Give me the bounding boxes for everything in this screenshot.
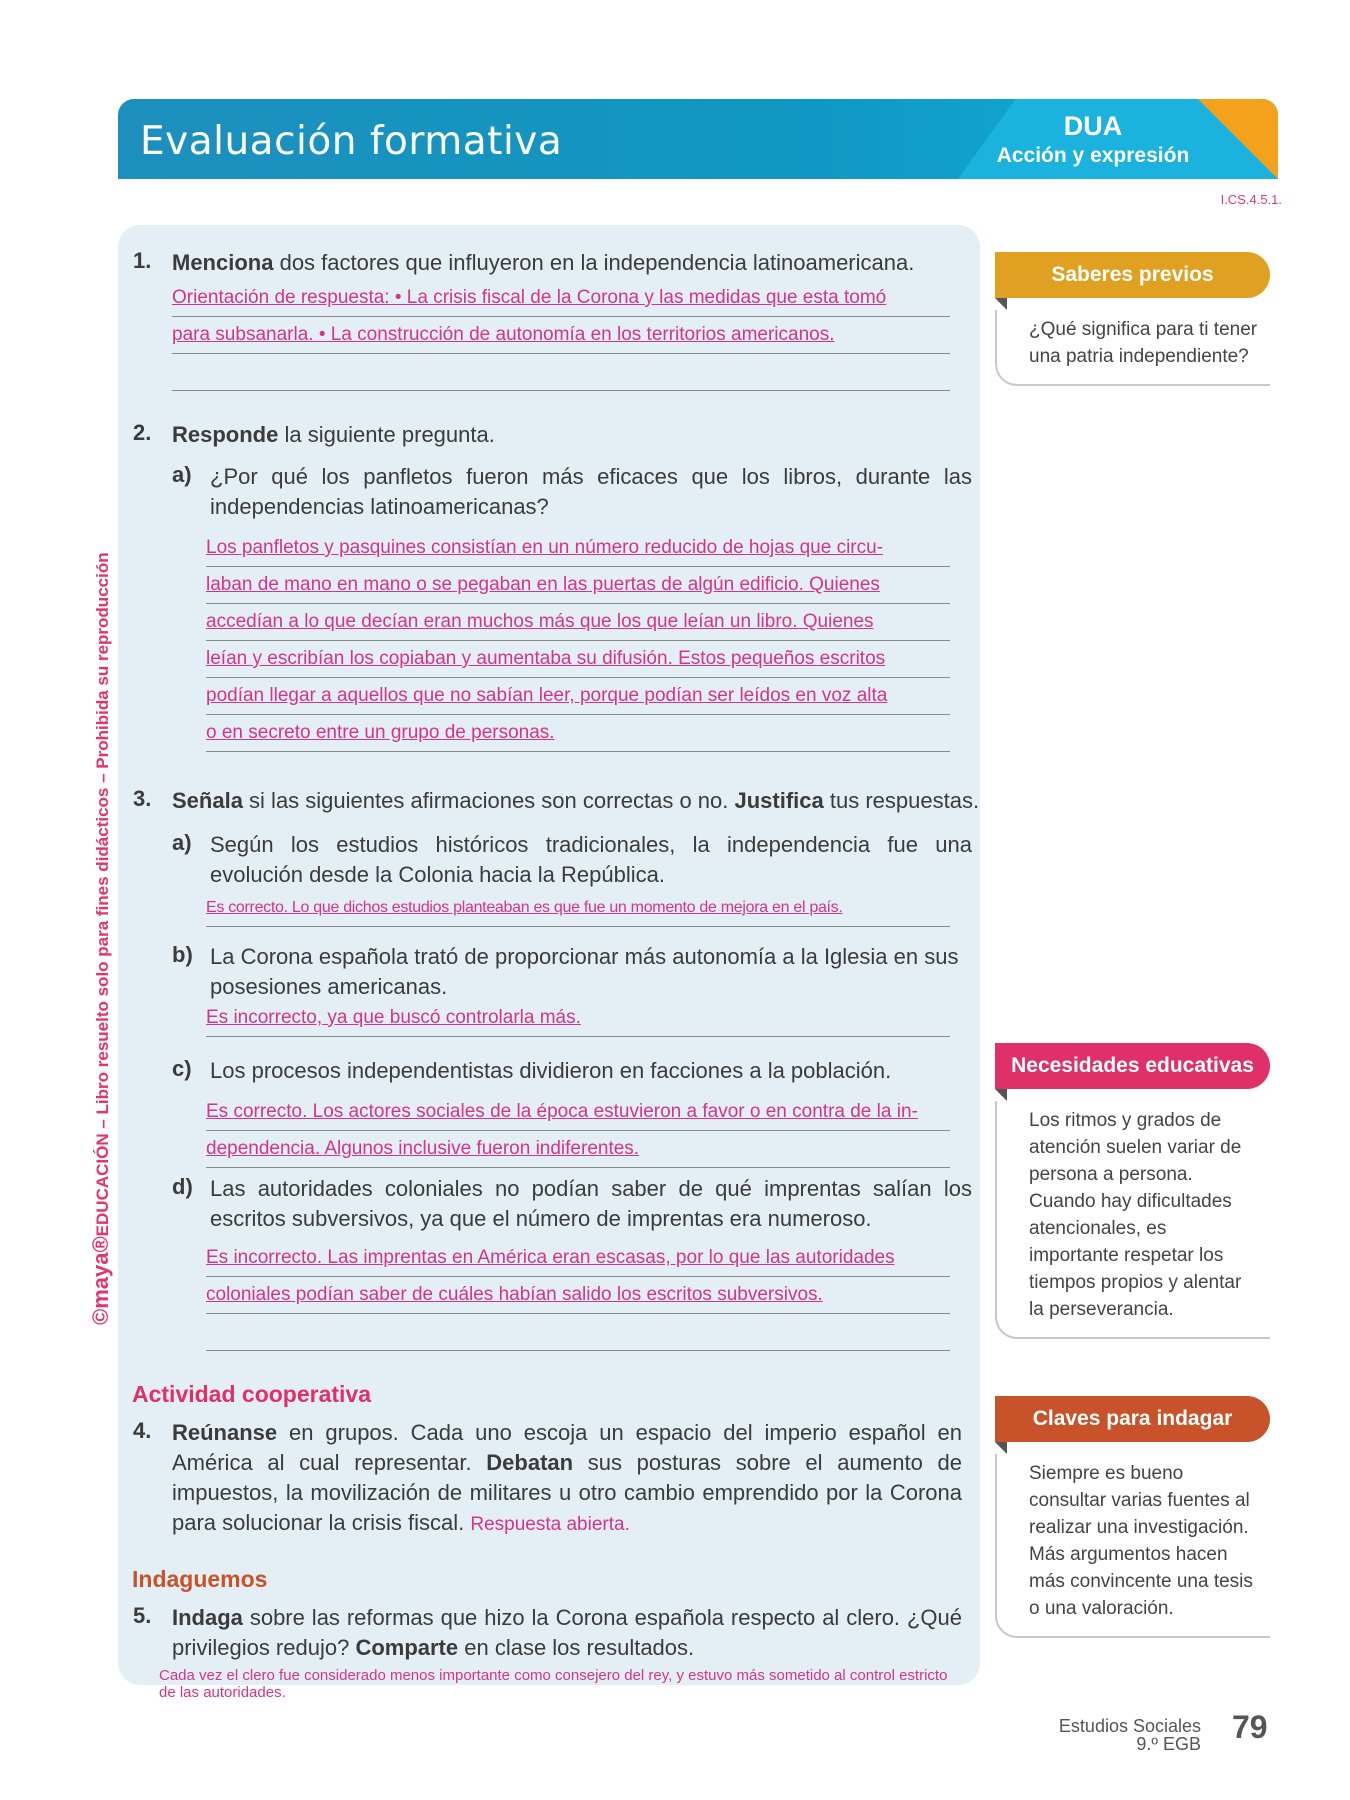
q2-answer-line: podían llegar a aquellos que no sabían leer, porque podían ser leídos en voz alta <box>206 678 950 715</box>
dua-subtitle: Acción y expresión <box>996 144 1190 167</box>
q3-verb-2: Justifica <box>734 788 824 813</box>
q4-prompt <box>172 1418 962 1540</box>
q4-answer: Respuesta abierta. <box>470 1514 630 1535</box>
claves-text: Siempre es bueno consultar varias fuentes al realizar una investigación. Más argumentos hacen más convincente una tesis o una valoración. <box>995 1454 1270 1638</box>
page-title: Evaluación formativa <box>140 119 563 164</box>
q2a-text: ¿Por qué los panfletos fueron más eficaces que los libros, durante las independencias latinoamericanas? <box>210 464 972 519</box>
copyright-side-text <box>88 485 112 1325</box>
q1-answer <box>172 280 950 391</box>
brand-mark: ©maya® <box>88 1236 113 1325</box>
q2-answer-line: Los panfletos y pasquines consistían en un número reducido de hojas que circu- <box>206 530 950 567</box>
saberes-previos-box <box>995 252 1270 386</box>
q3b-text: La Corona española trató de proporcionar más autonomía a la Iglesia en sus posesiones americanas. <box>210 944 959 999</box>
q3d-answer-blank-line <box>206 1314 950 1351</box>
q1-text: dos factores que influyeron en la independencia latinoamericana. <box>273 250 915 275</box>
q2-text: la siguiente pregunta. <box>278 422 495 447</box>
q2-answer-line: accedían a lo que decían eran muchos más que los que leían un libro. Quienes <box>206 604 950 641</box>
q5-answer: Cada vez el clero fue considerado menos importante como consejero del rey, y estuvo más sometido al control estricto de las autoridades. <box>159 1667 948 1701</box>
q1-answer-blank-line <box>172 354 950 391</box>
q3a-text: Según los estudios históricos tradicionales, la independencia fue una evolución desde la Colonia hacia la República. <box>210 832 972 887</box>
q5-text-2: en clase los resultados. <box>458 1635 695 1660</box>
q1-answer-line: Orientación de respuesta: • La crisis fiscal de la Corona y las medidas que esta tomó <box>172 280 950 317</box>
q3c-answer-line: Es correcto. Los actores sociales de la época estuvieron a favor o en contra de la in- <box>206 1094 950 1131</box>
necesidades-box <box>995 1043 1270 1339</box>
footer-subject-name: Estudios Sociales <box>1058 1716 1201 1736</box>
q2-answer <box>206 530 950 752</box>
q1-answer-line: para subsanarla. • La construcción de autonomía en los territorios americanos. <box>172 317 950 354</box>
side-text-body: EDUCACIÓN – Libro resuelto solo para fines didácticos – Prohibida su reproducción <box>93 552 112 1237</box>
claves-title: Claves para indagar <box>995 1396 1270 1442</box>
q3-number: 3. <box>133 786 152 811</box>
q5-text-1: sobre las reformas que hizo la Corona española respecto al clero. ¿Qué privilegios redujo? <box>172 1605 962 1660</box>
q3c-label: c) <box>172 1056 192 1081</box>
q3b-answer <box>206 1000 950 1037</box>
q2-verb: Responde <box>172 422 279 447</box>
q3-text-1: si las siguientes afirmaciones son correctas o no. <box>242 788 735 813</box>
q3c-text: Los procesos independentistas dividieron en facciones a la población. <box>210 1058 892 1083</box>
q3b-label: b) <box>172 942 193 967</box>
q4-text-2: sus posturas sobre el aumento de impuestos, la movilización de militares u otro cambio emprendido por la Corona para solucionar la crisis fiscal. <box>172 1450 962 1535</box>
q3d-answer-line: Es incorrecto. Las imprentas en América eran escasas, por lo que las autoridades <box>206 1240 950 1277</box>
q3d-answer <box>206 1240 950 1351</box>
saberes-previos-title: Saberes previos <box>995 252 1270 298</box>
q2a-label: a) <box>172 462 192 487</box>
footer-subject <box>1036 1717 1201 1753</box>
q2-prompt <box>172 420 972 450</box>
dua-label <box>988 111 1198 168</box>
q5-verb-2: Comparte <box>355 1635 459 1660</box>
q3a-answer-line: Es correcto. Lo que dichos estudios planteaban es que fue un momento de mejora en el país. <box>206 890 950 927</box>
header-banner <box>118 99 1278 179</box>
q2-answer-line: o en secreto entre un grupo de personas. <box>206 715 950 752</box>
q3-verb-1: Señala <box>172 788 243 813</box>
q2-answer-line: laban de mano en mano o se pegaban en las puertas de algún edificio. Quienes <box>206 567 950 604</box>
dua-title: DUA <box>1063 111 1123 141</box>
page-number: 79 <box>1232 1709 1268 1745</box>
necesidades-title: Necesidades educativas <box>995 1043 1270 1089</box>
q3d-text: Las autoridades coloniales no podían saber de qué imprentas salían los escritos subversivos, ya que el número de imprentas era numeroso. <box>210 1176 972 1231</box>
q4-number: 4. <box>133 1418 152 1443</box>
indag-section-title: Indaguemos <box>132 1566 268 1592</box>
q3d-answer-line: coloniales podían saber de cuáles habían salido los escritos subversivos. <box>206 1277 950 1314</box>
saberes-previos-text: ¿Qué significa para ti tener una patria independiente? <box>995 310 1270 386</box>
q3-text-2: tus respuestas. <box>823 788 980 813</box>
q3c-answer-line: dependencia. Algunos inclusive fueron indiferentes. <box>206 1131 950 1168</box>
q1-verb: Menciona <box>172 250 274 275</box>
necesidades-text: Los ritmos y grados de atención suelen variar de persona a persona. Cuando hay dificultades atencionales, es importante respetar los tiempos propios y alentar la perseverancia. <box>995 1101 1270 1339</box>
q1-prompt <box>172 248 972 278</box>
footer-grade: 9.º EGB <box>1136 1734 1201 1754</box>
q2-number: 2. <box>133 420 152 445</box>
q5-prompt <box>172 1603 962 1663</box>
q3d-label: d) <box>172 1174 193 1199</box>
claves-box <box>995 1396 1270 1638</box>
q3a-answer <box>206 890 950 927</box>
q4-verb-1: Reúnanse <box>172 1420 278 1445</box>
q4-verb-2: Debatan <box>486 1450 574 1475</box>
q3a-label: a) <box>172 830 192 855</box>
coop-section-title: Actividad cooperativa <box>132 1381 372 1407</box>
q5-verb-1: Indaga <box>172 1605 243 1630</box>
q2-answer-line: leían y escribían los copiaban y aumentaba su difusión. Estos pequeños escritos <box>206 641 950 678</box>
q5-number: 5. <box>133 1603 152 1628</box>
q1-number: 1. <box>133 248 152 273</box>
q3c-answer <box>206 1094 950 1168</box>
q3b-answer-line: Es incorrecto, ya que buscó controlarla más. <box>206 1000 950 1037</box>
indicator-code: I.CS.4.5.1. <box>1220 192 1282 207</box>
q3-prompt <box>172 786 982 816</box>
q4-text-1: en grupos. Cada uno escoja un espacio del imperio español en América al cual representar. <box>172 1420 962 1475</box>
